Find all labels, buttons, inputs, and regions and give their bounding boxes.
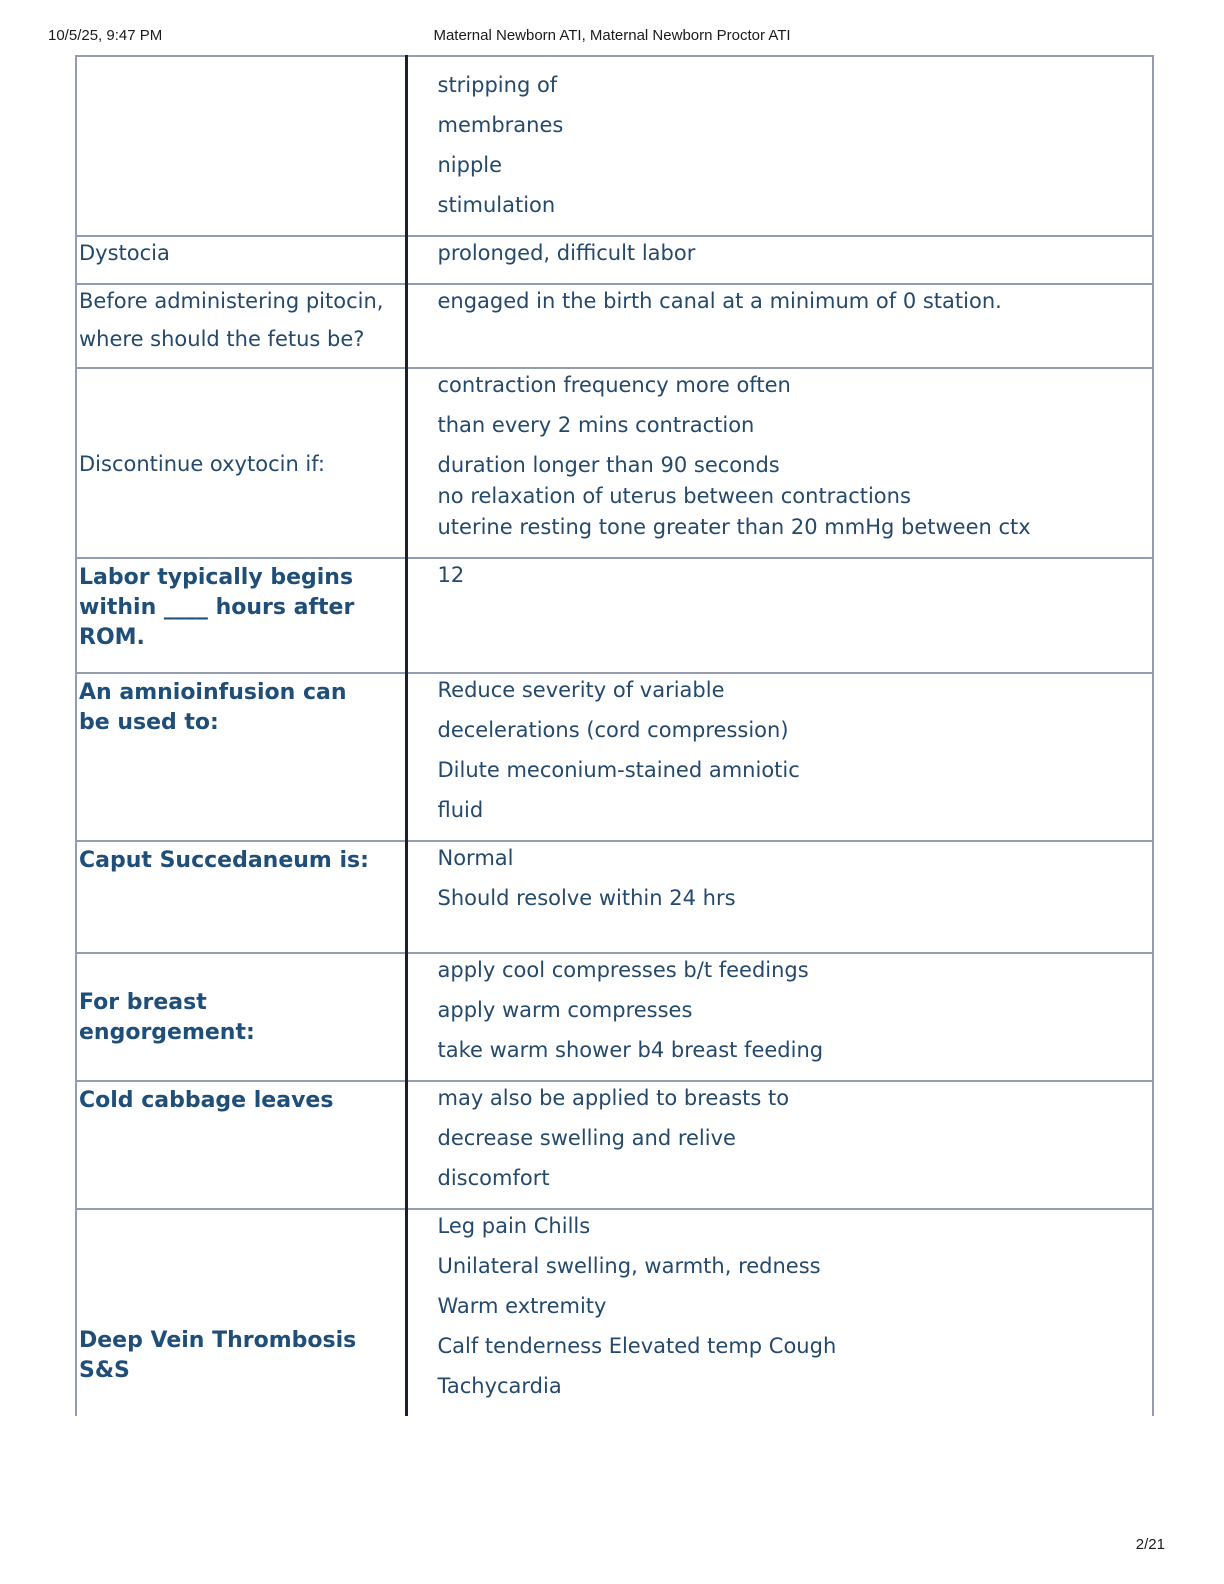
page-number: 2/21 bbox=[1135, 1536, 1165, 1553]
definition-line: prolonged, difficult labor bbox=[437, 241, 696, 265]
term-line: Discontinue oxytocin if: bbox=[79, 452, 325, 476]
definition-line: uterine resting tone greater than 20 mmHg between ctx bbox=[437, 515, 1031, 539]
definition-line: no relaxation of uterus between contractions bbox=[437, 484, 911, 508]
definition-cell bbox=[406, 368, 1153, 558]
table-row bbox=[76, 841, 1153, 953]
definition-line: may also be applied to breasts to bbox=[437, 1086, 790, 1110]
definition-cell bbox=[406, 1209, 1153, 1416]
table-row bbox=[76, 56, 1153, 236]
term-cell bbox=[76, 558, 406, 673]
term-cell bbox=[76, 236, 406, 284]
definition-cell bbox=[406, 56, 1153, 236]
term-line: Cold cabbage leaves bbox=[79, 1088, 334, 1113]
definition-line: Calf tenderness Elevated temp Cough bbox=[437, 1334, 837, 1358]
term-line: Labor typically begins bbox=[79, 565, 354, 590]
table-row bbox=[76, 236, 1153, 284]
definition-cell bbox=[406, 673, 1153, 841]
term-line: where should the fetus be? bbox=[79, 327, 365, 351]
table-row bbox=[76, 558, 1153, 673]
header-document-title: Maternal Newborn ATI, Maternal Newborn Proctor ATI bbox=[433, 27, 791, 44]
term-line: ROM. bbox=[79, 625, 145, 650]
definition-line: stripping of bbox=[437, 73, 558, 97]
term-cell bbox=[76, 841, 406, 953]
table-row bbox=[76, 673, 1153, 841]
definition-line: Unilateral swelling, warmth, redness bbox=[437, 1254, 821, 1278]
term-cell bbox=[76, 953, 406, 1081]
term-line: Caput Succedaneum is: bbox=[79, 848, 369, 873]
table-row bbox=[76, 284, 1153, 368]
definition-line: Dilute meconium-stained amniotic bbox=[437, 758, 800, 782]
definition-line: take warm shower b4 breast feeding bbox=[437, 1038, 824, 1062]
definition-cell bbox=[406, 841, 1153, 953]
definition-line: fluid bbox=[437, 798, 484, 822]
table-row bbox=[76, 1209, 1153, 1416]
definition-line: engaged in the birth canal at a minimum of 0 station. bbox=[437, 289, 1002, 313]
definition-line: Leg pain Chills bbox=[437, 1214, 591, 1238]
term-line: Before administering pitocin, bbox=[79, 289, 384, 313]
definition-cell bbox=[406, 953, 1153, 1081]
term-cell bbox=[76, 1209, 406, 1416]
page-header bbox=[0, 27, 1224, 47]
definition-line: discomfort bbox=[437, 1166, 550, 1190]
flashcard-table bbox=[75, 55, 1154, 1416]
definition-cell bbox=[406, 284, 1153, 368]
term-line: Deep Vein Thrombosis bbox=[79, 1328, 357, 1353]
table-row bbox=[76, 368, 1153, 558]
definition-line: duration longer than 90 seconds bbox=[437, 453, 780, 477]
term-line: For breast bbox=[79, 990, 207, 1015]
definition-line: Normal bbox=[437, 846, 514, 870]
definition-line: apply cool compresses b/t feedings bbox=[437, 958, 809, 982]
definition-line: apply warm compresses bbox=[437, 998, 693, 1022]
definition-line: than every 2 mins contraction bbox=[437, 413, 755, 437]
term-cell bbox=[76, 1081, 406, 1209]
term-line: be used to: bbox=[79, 710, 219, 735]
table-row bbox=[76, 953, 1153, 1081]
definition-line: decelerations (cord compression) bbox=[437, 718, 789, 742]
definition-line: decrease swelling and relive bbox=[437, 1126, 736, 1150]
definition-cell bbox=[406, 1081, 1153, 1209]
definition-line: Should resolve within 24 hrs bbox=[437, 886, 736, 910]
term-cell bbox=[76, 56, 406, 236]
header-datetime: 10/5/25, 9:47 PM bbox=[48, 27, 163, 44]
term-cell bbox=[76, 368, 406, 558]
term-line: within ____ hours after bbox=[79, 595, 355, 620]
term-line: S&S bbox=[79, 1358, 130, 1383]
definition-line: Reduce severity of variable bbox=[437, 678, 725, 702]
definition-line: Warm extremity bbox=[437, 1294, 607, 1318]
term-line: Dystocia bbox=[79, 241, 170, 265]
definition-line: stimulation bbox=[437, 193, 556, 217]
definition-line: 12 bbox=[437, 563, 465, 587]
definition-line: nipple bbox=[437, 153, 503, 177]
term-cell bbox=[76, 673, 406, 841]
table-row bbox=[76, 1081, 1153, 1209]
definition-cell bbox=[406, 236, 1153, 284]
definition-line: Tachycardia bbox=[437, 1374, 562, 1398]
definition-line: contraction frequency more often bbox=[437, 373, 791, 397]
term-line: engorgement: bbox=[79, 1020, 255, 1045]
term-line: An amnioinfusion can bbox=[79, 680, 347, 705]
definition-line: membranes bbox=[437, 113, 564, 137]
term-cell bbox=[76, 284, 406, 368]
definition-cell bbox=[406, 558, 1153, 673]
